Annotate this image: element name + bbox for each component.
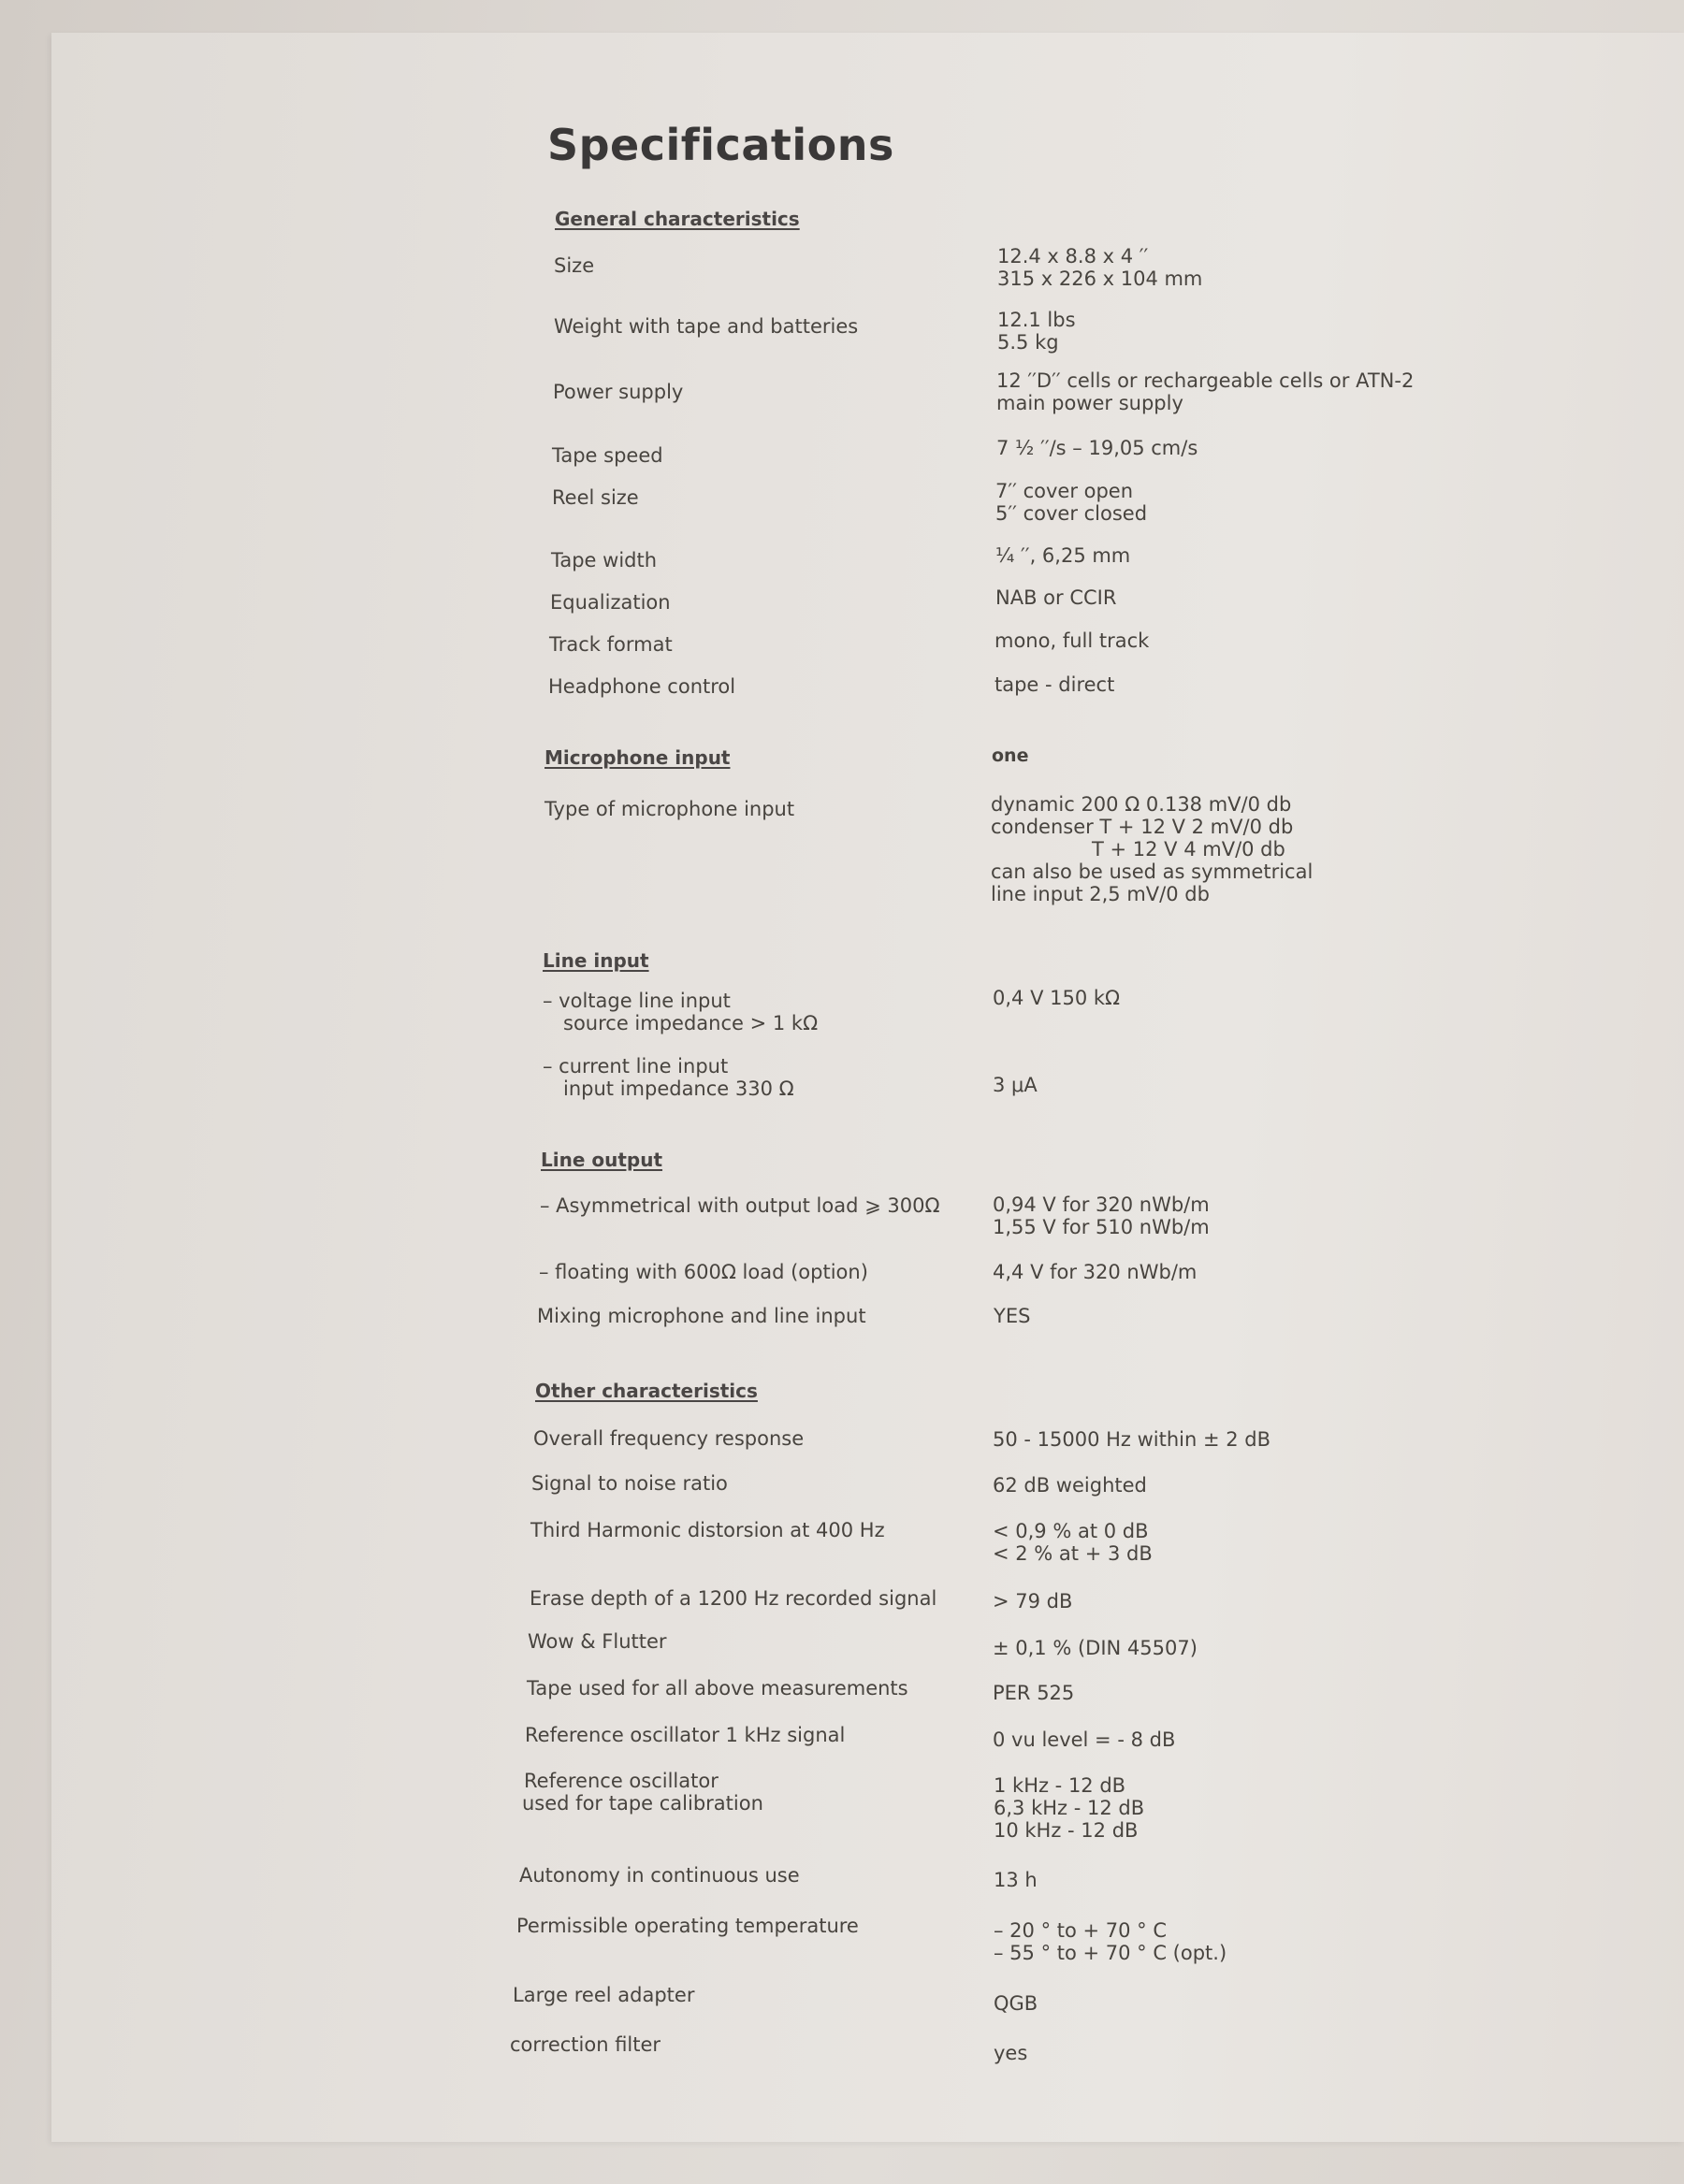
label-voltage-line: – voltage line input source impedance > 1 kΩ	[543, 990, 819, 1034]
value-freq-resp: 50 - 15000 Hz within ± 2 dB	[993, 1428, 1271, 1451]
page-title: Specifications	[547, 120, 894, 170]
label-tape-used: Tape used for all above measurements	[527, 1677, 908, 1699]
document-page	[51, 33, 1684, 2142]
section-microphone: Microphone input	[544, 746, 731, 769]
value-tape-width: ¼ ′′, 6,25 mm	[995, 544, 1131, 567]
value-snr: 62 dB weighted	[993, 1474, 1147, 1497]
value-reel-adapter: QGB	[994, 1992, 1038, 2015]
section-line-output: Line output	[541, 1149, 663, 1171]
value-ref-osc-cal: 1 kHz - 12 dB 6,3 kHz - 12 dB 10 kHz - 12 dB	[994, 1774, 1145, 1842]
label-equalization: Equalization	[550, 591, 671, 614]
label-track-format: Track format	[549, 633, 673, 656]
label-mixing: Mixing microphone and line input	[537, 1305, 866, 1327]
value-tape-used: PER 525	[993, 1682, 1075, 1704]
label-snr: Signal to noise ratio	[531, 1472, 728, 1495]
value-mixing: YES	[994, 1305, 1031, 1327]
label-autonomy: Autonomy in continuous use	[519, 1864, 800, 1887]
value-tape-speed: 7 ½ ′′/s – 19,05 cm/s	[996, 437, 1198, 459]
value-thd: < 0,9 % at 0 dB < 2 % at + 3 dB	[993, 1520, 1153, 1565]
label-thd: Third Harmonic distorsion at 400 Hz	[530, 1519, 885, 1541]
value-size: 12.4 x 8.8 x 4 ′′ 315 x 226 x 104 mm	[997, 245, 1203, 290]
label-headphone: Headphone control	[548, 675, 736, 698]
value-ref-osc: 0 vu level = - 8 dB	[993, 1728, 1176, 1751]
value-floating-out: 4,4 V for 320 nWb/m	[993, 1261, 1198, 1283]
value-reel-size: 7′′ cover open 5′′ cover closed	[995, 480, 1148, 525]
value-track-format: mono, full track	[994, 629, 1150, 652]
value-current-line: 3 μA	[993, 1074, 1038, 1096]
label-reel-adapter: Large reel adapter	[513, 1984, 695, 2006]
value-erase: > 79 dB	[993, 1590, 1073, 1613]
label-weight: Weight with tape and batteries	[554, 315, 859, 338]
label-temperature: Permissible operating temperature	[516, 1915, 859, 1937]
label-size: Size	[554, 254, 595, 277]
value-mic-type: dynamic 200 Ω 0.138 mV/0 db condenser T + 12 V 2 mV/0 db T + 12 V 4 mV/0 db can also be used as symmetrical line input 2,5 mV/0 db	[991, 793, 1314, 905]
label-tape-width: Tape width	[551, 549, 658, 571]
label-asym-out: – Asymmetrical with output load ⩾ 300Ω	[540, 1194, 940, 1217]
section-other: Other characteristics	[535, 1380, 758, 1402]
label-reel-size: Reel size	[552, 486, 639, 509]
label-ref-osc-cal: Reference oscillator used for tape calibration	[522, 1770, 763, 1815]
label-freq-resp: Overall frequency response	[533, 1427, 805, 1450]
value-weight: 12.1 lbs 5.5 kg	[997, 309, 1076, 354]
label-wow: Wow & Flutter	[528, 1630, 667, 1653]
value-mic-count: one	[992, 745, 1029, 766]
value-voltage-line: 0,4 V 150 kΩ	[993, 987, 1121, 1009]
value-autonomy: 13 h	[994, 1869, 1038, 1891]
section-line-input: Line input	[543, 949, 649, 972]
label-current-line: – current line input input impedance 330 Ω	[543, 1055, 794, 1100]
value-correction: yes	[994, 2042, 1028, 2064]
value-asym-out: 0,94 V for 320 nWb/m 1,55 V for 510 nWb/m	[993, 1193, 1210, 1238]
value-headphone: tape - direct	[994, 673, 1115, 696]
label-ref-osc: Reference oscillator 1 kHz signal	[525, 1724, 846, 1746]
label-mic-type: Type of microphone input	[544, 798, 795, 820]
section-general: General characteristics	[555, 208, 800, 230]
value-temperature: – 20 ° to + 70 ° C – 55 ° to + 70 ° C (opt.)	[994, 1919, 1227, 1964]
label-erase: Erase depth of a 1200 Hz recorded signal	[530, 1587, 937, 1610]
label-tape-speed: Tape speed	[552, 444, 663, 467]
label-power: Power supply	[553, 381, 684, 403]
label-correction: correction filter	[510, 2033, 661, 2056]
label-floating-out: – floating with 600Ω load (option)	[539, 1261, 868, 1283]
value-wow: ± 0,1 % (DIN 45507)	[993, 1637, 1198, 1659]
value-equalization: NAB or CCIR	[995, 586, 1117, 609]
value-power: 12 ′′D′′ cells or rechargeable cells or ATN-2 main power supply	[996, 369, 1415, 414]
